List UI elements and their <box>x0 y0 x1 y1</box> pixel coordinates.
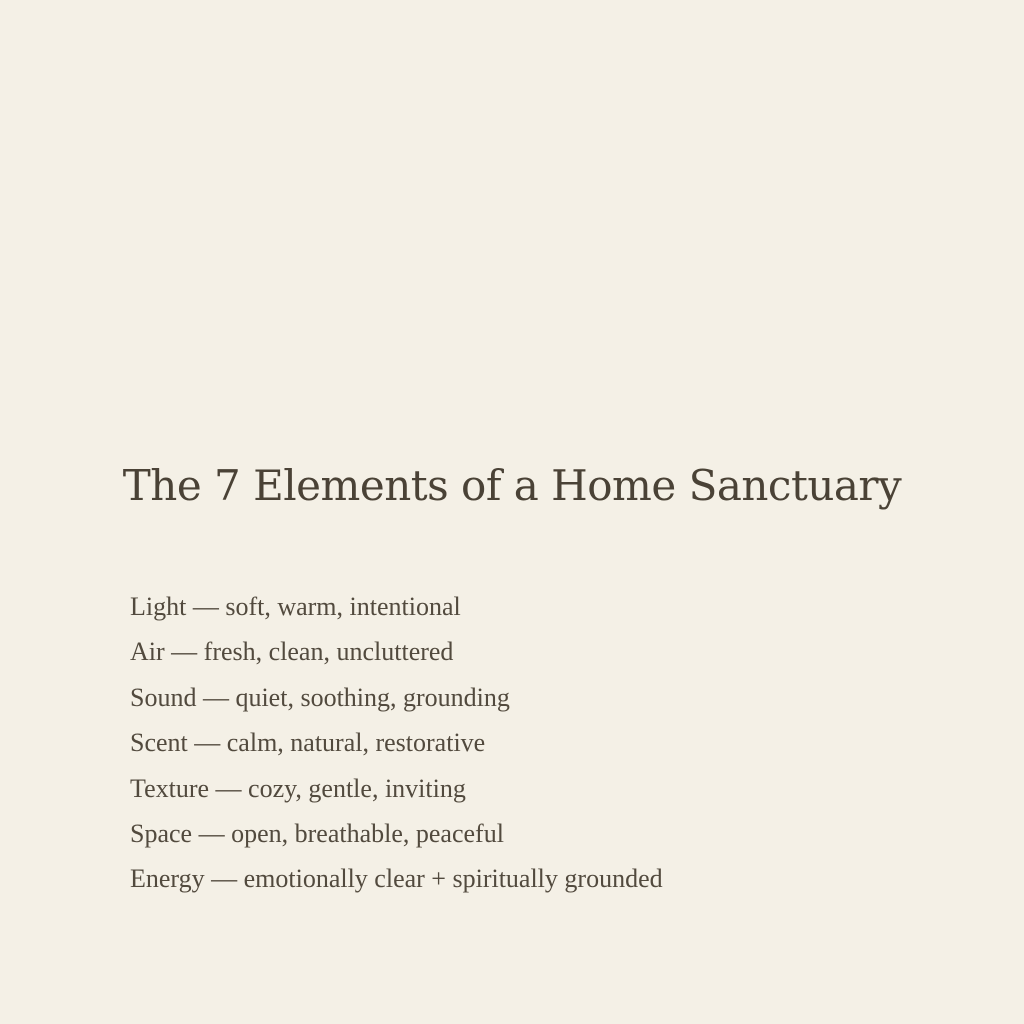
list-item: Space — open, breathable, peaceful <box>130 819 504 849</box>
list-item: Scent — calm, natural, restorative <box>130 728 486 758</box>
list-item: Light — soft, warm, intentional <box>130 592 461 621</box>
list-item: Air — fresh, clean, uncluttered <box>130 637 454 667</box>
list-item: Texture — cozy, gentle, inviting <box>130 773 466 803</box>
elements-list <box>130 584 930 902</box>
page-title: The 7 Elements of a Home Sanctuary <box>122 461 902 510</box>
list-item: Energy — emotionally clear + spiritually grounded <box>130 864 663 894</box>
list-item: Sound — quiet, soothing, grounding <box>130 682 510 712</box>
